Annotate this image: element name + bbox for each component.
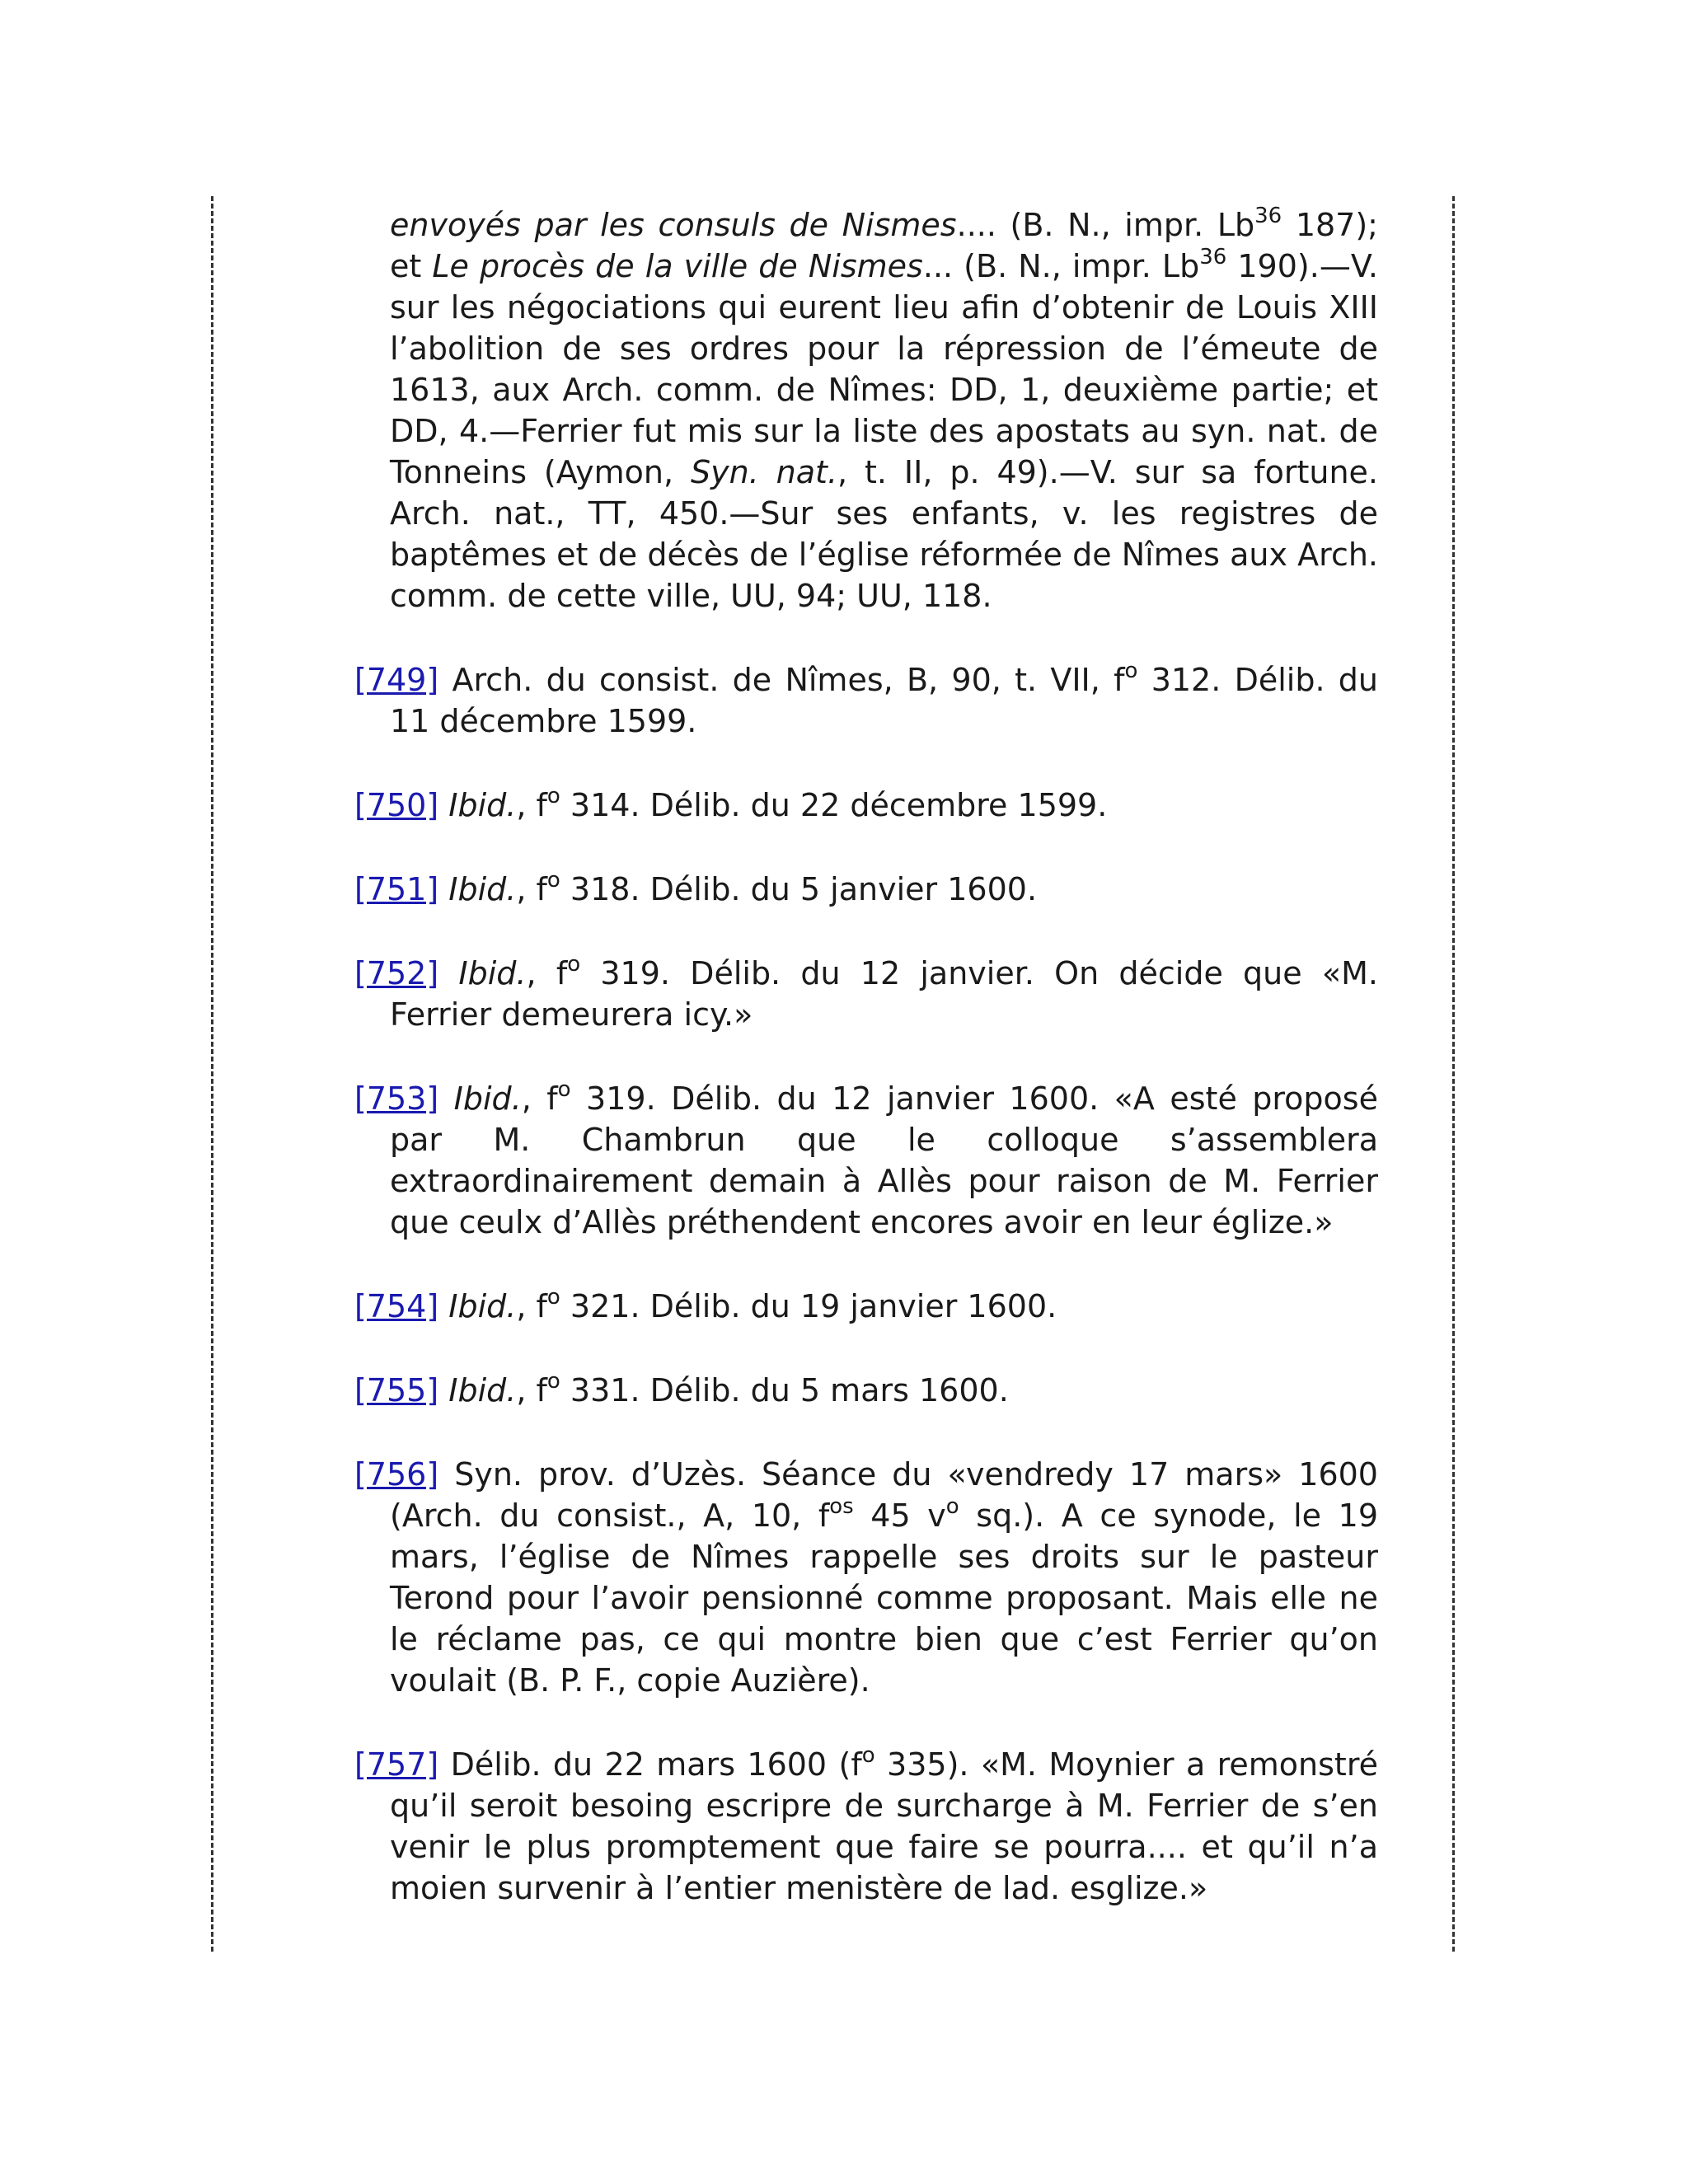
footnote-anchor-link[interactable]: [754] <box>354 1288 439 1324</box>
ibid-label: Ibid. <box>448 1372 517 1408</box>
ibid-label: Ibid. <box>448 871 517 907</box>
footnote-text: 318. Délib. du 5 janvier 1600. <box>560 871 1038 907</box>
italic-title: Syn. nat. <box>690 454 838 490</box>
footnote-753 <box>354 1078 1378 1243</box>
footnote-text: , t. II, p. 49).—V. sur sa fortune. Arch. nat., TT, 450.—Sur ses enfants, v. les registres de baptêmes et de décès de l’église réformée de Nîmes aux Arch. comm. de cette ville, UU, 94; UU, 118. <box>390 454 1378 614</box>
superscript: o <box>1124 658 1138 684</box>
footnote-anchor-link[interactable]: [751] <box>354 871 439 907</box>
footnote-text: 45 v <box>853 1497 946 1534</box>
footnote-757 <box>354 1744 1378 1909</box>
footnote-749 <box>354 659 1378 742</box>
footnote-756 <box>354 1454 1378 1701</box>
footnote-text: 335). «M. Moynier a remonstré qu’il seroit besoing escripre de surcharge à M. Ferrier de s’en venir le plus promptement que faire se pourra.... et qu’il n’a moien survenir à l’entier menistère de lad. esglize.» <box>390 1746 1379 1906</box>
footnote-continuation <box>354 204 1378 616</box>
footnote-text: 331. Délib. du 5 mars 1600. <box>560 1372 1009 1408</box>
footnote-text: , f <box>516 787 547 823</box>
footnote-text: , f <box>526 955 568 991</box>
superscript: o <box>861 1743 875 1769</box>
footnote-text: .... (B. N., impr. Lb <box>956 207 1255 243</box>
footnote-text: Délib. du 22 mars 1600 (f <box>438 1746 862 1783</box>
footnote-text: 190).—V. sur les négociations qui eurent lieu afin d’obtenir de Louis XIII l’abolition de ses ordres pour la répression de l’émeute de 1613, aux Arch. comm. de Nîmes: DD, 1, deuxième partie; et DD, 4.—Ferrier fut mis sur la liste des apostats au syn. nat. de Tonneins (Aymon, <box>390 248 1378 490</box>
footnote-anchor-link[interactable]: [753] <box>354 1080 439 1117</box>
footnote-752 <box>354 953 1378 1035</box>
superscript: os <box>829 1494 854 1520</box>
footnote-text: , f <box>521 1080 558 1117</box>
footnotes-column <box>354 204 1378 1952</box>
footnote-anchor-link[interactable]: [750] <box>354 787 439 823</box>
footnote-text: 187); et <box>390 207 1378 284</box>
footnote-text: 319. Délib. du 12 janvier. On décide que «M. Ferrier demeurera icy.» <box>390 955 1378 1033</box>
footnote-text: 312. Délib. du 11 décembre 1599. <box>390 662 1379 739</box>
ibid-label: Ibid. <box>453 1080 522 1117</box>
superscript: o <box>546 868 560 893</box>
footnote-text: , f <box>516 1288 547 1324</box>
superscript: o <box>945 1494 959 1520</box>
italic-title: Le procès de la ville de Nismes <box>432 248 923 284</box>
footnote-text: Syn. prov. d’Uzès. Séance du «vendredy 17 mars» 1600 (Arch. du consist., A, 10, f <box>390 1456 1378 1534</box>
footnote-anchor-link[interactable]: [756] <box>354 1456 439 1493</box>
left-margin-rule <box>211 196 213 1952</box>
footnote-751 <box>354 869 1378 910</box>
superscript: o <box>546 1285 560 1310</box>
italic-title: envoyés par les consuls de Nismes <box>390 207 957 243</box>
footnote-anchor-link[interactable]: [755] <box>354 1372 439 1408</box>
footnote-anchor-link[interactable]: [757] <box>354 1746 439 1783</box>
footnote-text: 321. Délib. du 19 janvier 1600. <box>560 1288 1057 1324</box>
superscript: 36 <box>1254 204 1282 229</box>
footnote-750 <box>354 785 1378 826</box>
ibid-label: Ibid. <box>448 787 517 823</box>
footnote-text: ... (B. N., impr. Lb <box>922 248 1200 284</box>
superscript: o <box>567 952 581 977</box>
footnote-text: Arch. du consist. de Nîmes, B, 90, t. VII, f <box>438 662 1125 698</box>
footnote-755 <box>354 1370 1378 1411</box>
superscript: o <box>546 1369 560 1394</box>
footnote-754 <box>354 1286 1378 1327</box>
footnote-text: , f <box>516 871 547 907</box>
footnote-anchor-link[interactable]: [752] <box>354 955 439 991</box>
superscript: 36 <box>1199 245 1227 270</box>
ibid-label: Ibid. <box>448 1288 517 1324</box>
superscript: o <box>546 784 560 809</box>
right-margin-rule <box>1452 196 1455 1952</box>
footnote-text: sq.). A ce synode, le 19 mars, l’église de Nîmes rappelle ses droits sur le pasteur Terond pour l’avoir pensionné comme proposant. Mais elle ne le réclame pas, ce qui montre bien que c’est Ferrier qu’on voulait (B. P. F., copie Auzière). <box>390 1497 1378 1699</box>
superscript: o <box>557 1077 571 1103</box>
footnote-text: 314. Délib. du 22 décembre 1599. <box>560 787 1108 823</box>
footnote-anchor-link[interactable]: [749] <box>354 662 439 698</box>
ibid-label: Ibid. <box>458 955 527 991</box>
footnote-text: , f <box>516 1372 547 1408</box>
footnote-text: 319. Délib. du 12 janvier 1600. «A esté proposé par M. Chambrun que le colloque s’assemblera extraordinairement demain à Allès pour raison de M. Ferrier que ceulx d’Allès préthendent encores avoir en leur églize.» <box>390 1080 1378 1240</box>
